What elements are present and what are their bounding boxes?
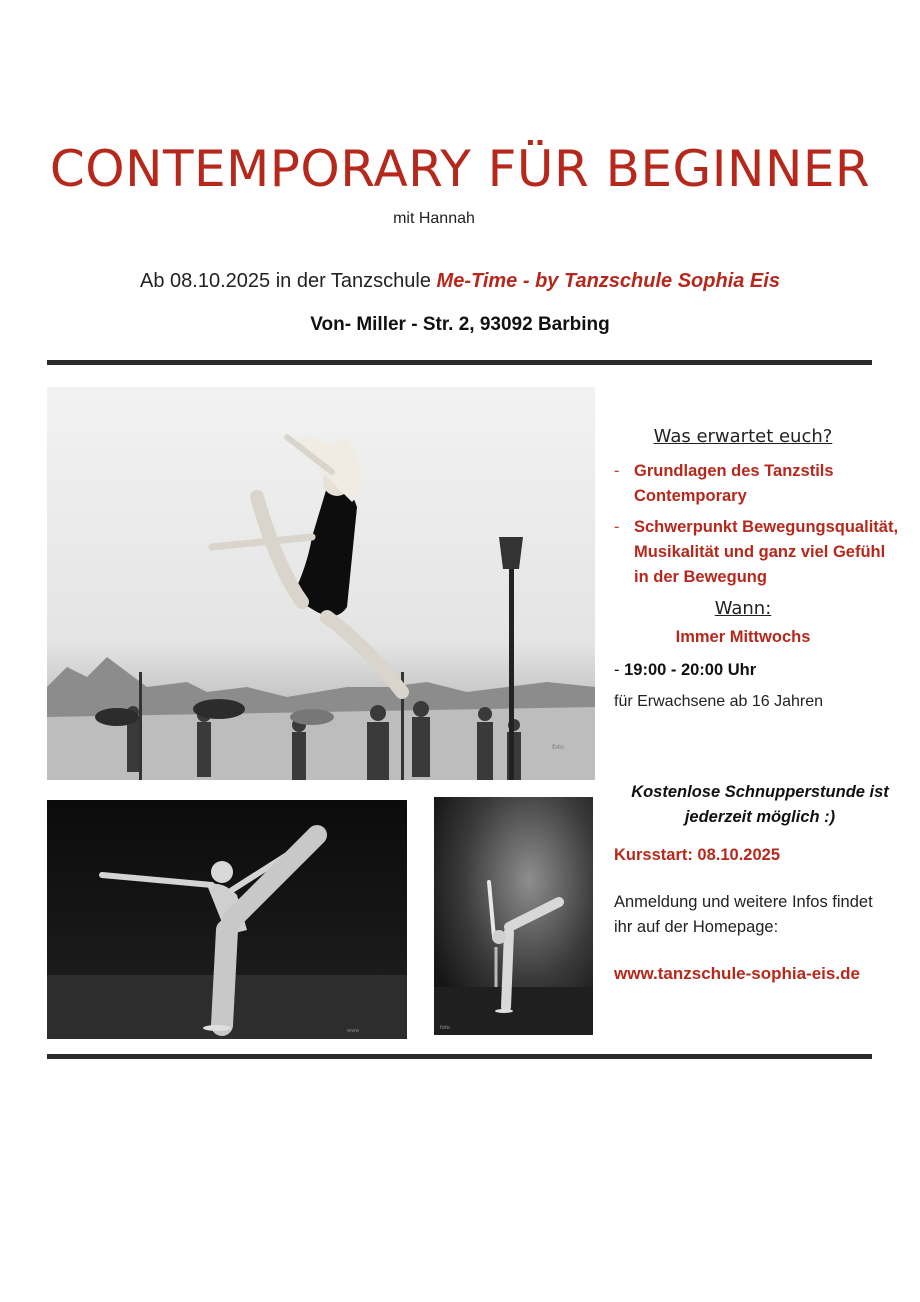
website-link[interactable]: www.tanzschule-sophia-eis.de (614, 964, 860, 983)
dash-icon: - (614, 661, 625, 679)
trial-lesson-note: Kostenlose Schnupperstunde ist jederzeit möglich :) (631, 783, 889, 826)
svg-text:foto: foto (552, 744, 564, 751)
svg-text:www: www (347, 1028, 360, 1034)
info-column (614, 424, 904, 714)
registration-info: Anmeldung und weitere Infos findet ihr auf der Homepage: (614, 893, 873, 936)
bullet-text: Grundlagen des Tanzstils Contemporary (634, 462, 834, 505)
bullet-text: Schwerpunkt Bewegungsqualität, Musikalität und ganz viel Gefühl in der Bewegung (634, 518, 899, 586)
svg-text:foto: foto (440, 1025, 450, 1031)
school-name: Me-Time - by Tanzschule Sophia Eis (436, 270, 780, 292)
class-time: 19:00 - 20:00 Uhr (624, 661, 757, 679)
intro-line (0, 270, 920, 293)
expect-list (614, 459, 904, 590)
tilt-dancer-photo (434, 797, 593, 1035)
dash-icon: - (614, 518, 620, 536)
bottom-divider (47, 1054, 872, 1059)
class-day: Immer Mittwochs (675, 628, 811, 646)
dash-icon: - (614, 462, 620, 480)
list-item (614, 459, 904, 509)
list-item (614, 515, 904, 590)
arabesque-dancer-photo (47, 800, 407, 1039)
leaping-dancer-photo (47, 387, 595, 780)
page-title: CONTEMPORARY FÜR BEGINNER (49, 140, 871, 198)
course-start: Kursstart: 08.10.2025 (614, 846, 781, 864)
intro-prefix: Ab 08.10.2025 in der Tanzschule (140, 270, 437, 292)
address: Von- Miller - Str. 2, 93092 Barbing (310, 314, 610, 335)
when-heading: Wann: (714, 598, 772, 619)
expect-heading: Was erwartet euch? (653, 426, 833, 447)
instructor-subtitle: mit Hannah (393, 210, 475, 227)
class-time-row (614, 658, 904, 683)
audience: für Erwachsene ab 16 Jahren (614, 693, 824, 710)
top-divider (47, 360, 872, 365)
